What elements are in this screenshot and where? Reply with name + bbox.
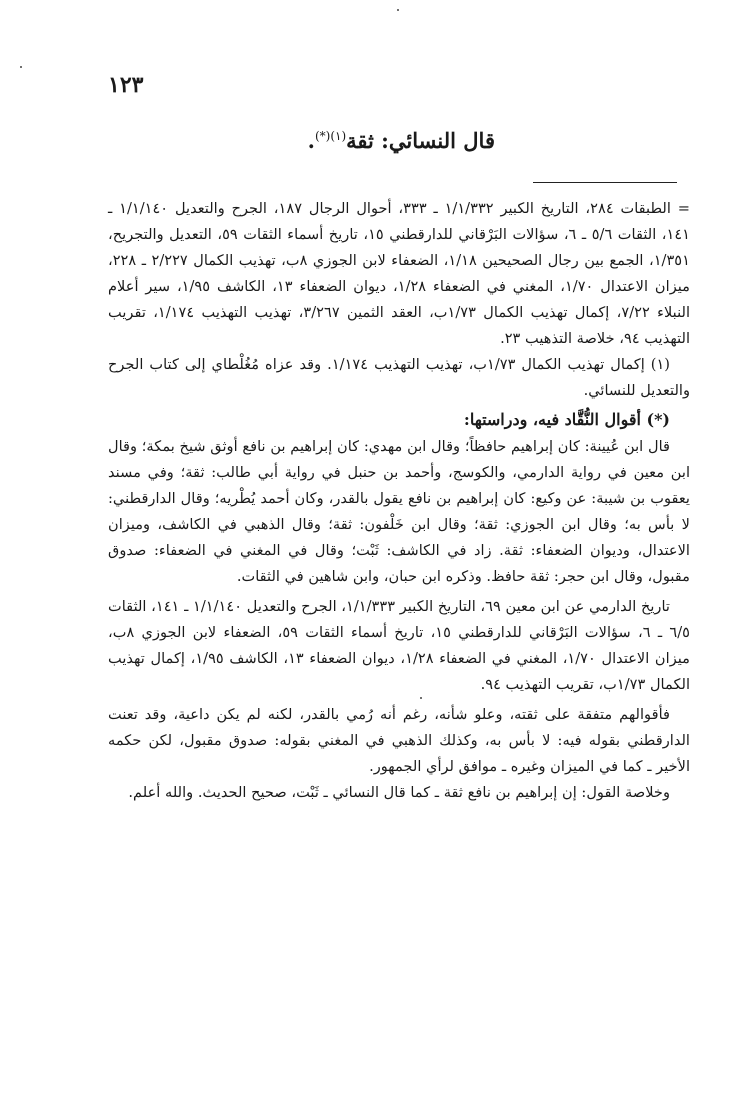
conclusion-paragraph: وخلاصة القول: إن إبراهيم بن نافع ثقة ـ كما قال النسائي ـ ثَبْت، صحيح الحديث. والله أعلم. <box>128 784 670 801</box>
footnote-continuation: = الطبقات ٢٨٤، التاريخ الكبير ١/١/٣٣٢ ـ ٣٣٣، أحوال الرجال ١٨٧، الجرح والتعديل ١/١/١٤٠ ـ ١٤١، الثقات ٥/٦ ـ ٦، سؤالات البَرْقاني للدارقطني ١٥، تاريخ أسماء الثقات ٥٩، التعديل والتجريح، ١/٣٥١، الجمع بين رجال الصحيحين ١/١٨، الضعفاء لابن الجوزي ٨ب، تهذيب الكمال ٢/٢٢٧ ـ ٢٢٨، ميزان الاعتدال ١/٧٠، المغني في الضعفاء ١/٢٨، ديوان الضعفاء ١٣، الكاشف ١/٩٥، سير أعلام النبلاء ٧/٢٢، إكمال تهذيب الكمال ١/٧٣ب، العقد الثمين ٣/٢٦٧، تهذيب التهذيب ١/١٧٤، تقريب التهذيب ٩٤، خلاصة التذهيب ٢٣. <box>108 200 690 347</box>
main-text-end: . <box>307 128 315 153</box>
critics-section-heading: (*) أقوال النُّقَّاد فيه، ودراستها: <box>463 410 670 429</box>
scan-speck <box>20 66 22 68</box>
page-number: ١٢٣ <box>108 72 144 98</box>
scan-speck <box>420 697 422 699</box>
footnote-reference: (١)(*) <box>314 129 347 143</box>
footnotes-section <box>108 196 690 806</box>
main-text: قال النسائي: ثقة <box>346 128 495 153</box>
analysis-paragraph: فأقوالهم متفقة على ثقته، وعلو شأنه، رغم أنه رُمي بالقدر، لكنه لم يكن داعية، وقد تعنت الدارقطني بقوله فيه: لا بأس به، وكذلك الذهبي في المغني بقوله: صدوق مقبول، لكن حكمه الأخير ـ كما في الميزان وغيره ـ موافق لرأي الجمهور. <box>108 706 690 775</box>
sources-paragraph: تاريخ الدارمي عن ابن معين ٦٩، التاريخ الكبير ١/١/٣٣٣، الجرح والتعديل ١/١/١٤٠ ـ ١٤١، الثقات ٦/٥ ـ ٦، سؤالات البَرْقاني للدارقطني ١٥، تاريخ أسماء الثقات ٥٩، الضعفاء لابن الجوزي ٨ب، ميزان الاعتدال ١/٧٠، المغني في الضعفاء ١/٢٨، ديوان الضعفاء ١٣، الكاشف ١/٩٥، إكمال تهذيب الكمال ١/٧٣ب، تقريب التهذيب ٩٤. <box>108 598 690 693</box>
footnote-1: (١) إكمال تهذيب الكمال ١/٧٣ب، تهذيب التهذيب ١/١٧٤. وقد عزاه مُغُلْطاي إلى كتاب الجرح والتعديل للنسائي. <box>108 356 690 399</box>
critics-paragraph: قال ابن عُيينة: كان إبراهيم حافظاً؛ وقال ابن مهدي: كان إبراهيم بن نافع أوثق شيخ بمكة؛ وقال ابن معين في رواية الدارمي، والكوسج، وأحمد بن حنبل في رواية أبي طالب: ثقة؛ وفي مسند يعقوب بن شيبة: عن وكيع: كان إبراهيم بن نافع يقول بالقدر، وكان أحمد يُطْريه؛ وقال الدارقطني: لا بأس به؛ وقال ابن الجوزي: ثقة؛ وقال ابن خَلْفون: ثقة؛ وقال الذهبي في الكاشف، وميزان الاعتدال، وديوان الضعفاء: ثقة. زاد في الكاشف: ثَبْت؛ وقال في المغني في الضعفاء: صدوق مقبول، وقال ابن حجر: ثقة حافظ. وذكره ابن حبان، وابن شاهين في الثقات. <box>108 438 690 585</box>
main-text-line <box>308 128 495 153</box>
scan-speck <box>397 9 399 11</box>
footnote-divider <box>533 182 677 183</box>
